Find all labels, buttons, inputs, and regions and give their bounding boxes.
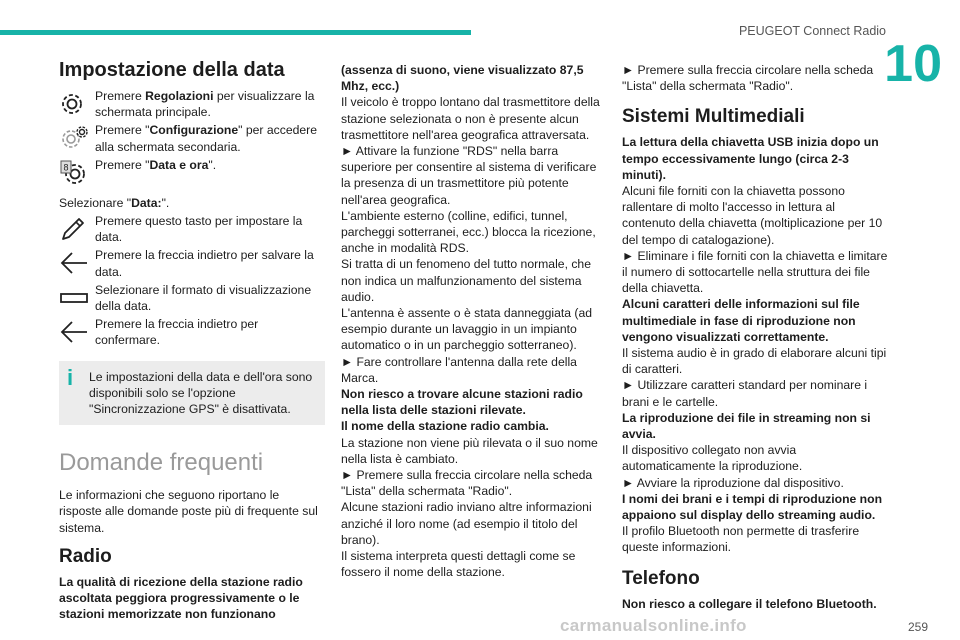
date-gear-icon bbox=[59, 157, 95, 189]
answer-step: ► Avviare la riproduzione dal dispositivo. bbox=[622, 475, 844, 490]
gear-icon bbox=[59, 88, 95, 120]
question-text: Non riesco a trovare alcune stazioni radio nella lista delle stazioni rilevate. bbox=[341, 387, 583, 418]
instruction-row: Selezionare il formato di visualizzazione della data. bbox=[59, 282, 325, 314]
column-left bbox=[59, 58, 325, 622]
faq-intro: Le informazioni che seguono riportano le risposte alle domande poste più di frequente sul sistema. bbox=[59, 488, 318, 535]
answer-text: Il dispositivo collegato non avvia automaticamente la riproduzione. bbox=[622, 443, 803, 474]
answer-text: Alcuni file forniti con la chiavetta possono rallentare di molto l'accesso in lettura al contenuto della chiavetta (moltiplicazione per 10 del tempo di catalogazione). bbox=[622, 184, 883, 247]
info-note: i Le impostazioni della data e dell'ora sono disponibili solo se l'opzione "Sincronizzazione GPS" è disattivata. bbox=[59, 361, 325, 426]
gear-settings-icon bbox=[59, 122, 95, 154]
answer-step: ► Attivare la funzione "RDS" nella barra superiore per consentire al sistema di verificare la presenza di un trasmettitore più potente nell'area geografica. bbox=[341, 144, 597, 207]
date-section-title: Impostazione della data bbox=[59, 59, 285, 81]
answer-step: ► Eliminare i file forniti con la chiavetta e limitare il numero di sottocartelle nella struttura dei file della chiavetta. bbox=[622, 248, 888, 296]
page-number: 259 bbox=[907, 620, 928, 634]
instruction-row: Premere la freccia indietro per salvare la data. bbox=[59, 247, 325, 279]
answer-text: Il sistema interpreta questi dettagli come se fossero il nome della stazione. bbox=[341, 549, 576, 580]
multimedia-title: Sistemi Multimediali bbox=[622, 106, 805, 128]
answer-step: ► Utilizzare caratteri standard per nominare i brani e le cartelle. bbox=[622, 378, 868, 409]
instruction-row: Premere "Configurazione" per accedere alla schermata secondaria. bbox=[59, 122, 325, 154]
radio-title: Radio bbox=[59, 545, 112, 567]
faq-title: Domande frequenti bbox=[59, 449, 264, 477]
back-arrow-icon bbox=[59, 316, 95, 348]
answer-text: La stazione non viene più rilevata o il suo nome nella lista è cambiato. bbox=[341, 435, 598, 466]
answer-text: Alcune stazioni radio inviano altre informazioni anziché il loro nome (ad esempio il titolo del brano). bbox=[341, 500, 592, 547]
question-continuation: (assenza di suono, viene visualizzato 87,5 Mhz, ecc.) bbox=[341, 63, 584, 94]
instruction-row: 8 Premere "Data e ora". bbox=[59, 157, 325, 189]
radio-question: La qualità di ricezione della stazione radio ascoltata peggiora progressivamente o le stazioni memorizzate non funzionano bbox=[59, 574, 303, 622]
back-arrow-icon bbox=[59, 247, 95, 279]
column-right bbox=[622, 62, 890, 612]
instruction-row: Premere questo tasto per impostare la data. bbox=[59, 213, 325, 245]
select-instruction: Selezionare "Data:". bbox=[59, 195, 170, 210]
question-text: I nomi dei brani e i tempi di riproduzione non appaiono sul display dello streaming audio. bbox=[622, 491, 883, 523]
header-title: PEUGEOT Connect Radio bbox=[738, 24, 886, 38]
answer-text: Si tratta di un fenomeno del tutto normale, che non indica un malfunzionamento del sistema audio. bbox=[341, 257, 591, 304]
answer-text: L'ambiente esterno (colline, edifici, tunnel, parcheggi sotterranei, ecc.) blocca la ricezione, anche in modalità RDS. bbox=[341, 208, 596, 256]
question-text: Il nome della stazione radio cambia. bbox=[341, 419, 549, 434]
answer-text: Il profilo Bluetooth non permette di trasferire queste informazioni. bbox=[622, 524, 860, 555]
column-middle bbox=[341, 62, 603, 581]
telephone-title: Telefono bbox=[622, 567, 700, 589]
instruction-row: Premere Regolazioni per visualizzare la schermata principale. bbox=[59, 88, 325, 120]
pencil-icon bbox=[59, 213, 95, 245]
answer-text: Il veicolo è troppo lontano dal trasmettitore della stazione selezionata o non è presente alcun trasmettitore nell'area geografica attraversata. bbox=[341, 95, 600, 142]
format-icon bbox=[59, 282, 95, 314]
chapter-number: 10 bbox=[884, 35, 942, 93]
header-accent-bar bbox=[0, 30, 471, 35]
instruction-row: Premere la freccia indietro per confermare. bbox=[59, 316, 325, 348]
info-icon: i bbox=[67, 364, 74, 390]
watermark: carmanualsonline.info bbox=[560, 616, 747, 635]
answer-text: Il sistema audio è in grado di elaborare alcuni tipi di caratteri. bbox=[622, 346, 887, 377]
question-text: La lettura della chiavetta USB inizia dopo un tempo eccessivamente lungo (circa 2-3 minuti). bbox=[622, 135, 879, 182]
answer-text: L'antenna è assente o è stata danneggiata (ad esempio durante un lavaggio in un impianto automatico o in un parcheggio sotterraneo). bbox=[341, 306, 593, 353]
answer-step: ► Fare controllare l'antenna dalla rete della Marca. bbox=[341, 354, 577, 385]
svg-text:8: 8 bbox=[63, 162, 69, 173]
answer-step: ► Premere sulla freccia circolare nella scheda "Lista" della schermata "Radio". bbox=[341, 468, 593, 499]
question-text: Non riesco a collegare il telefono Bluetooth. bbox=[622, 596, 877, 611]
question-text: La riproduzione dei file in streaming non si avvia. bbox=[622, 410, 871, 442]
question-text: Alcuni caratteri delle informazioni sul file multimediale in fase di riproduzione non vengono visualizzati correttamente. bbox=[622, 297, 860, 344]
answer-step: ► Premere sulla freccia circolare nella scheda "Lista" della schermata "Radio". bbox=[622, 63, 874, 94]
